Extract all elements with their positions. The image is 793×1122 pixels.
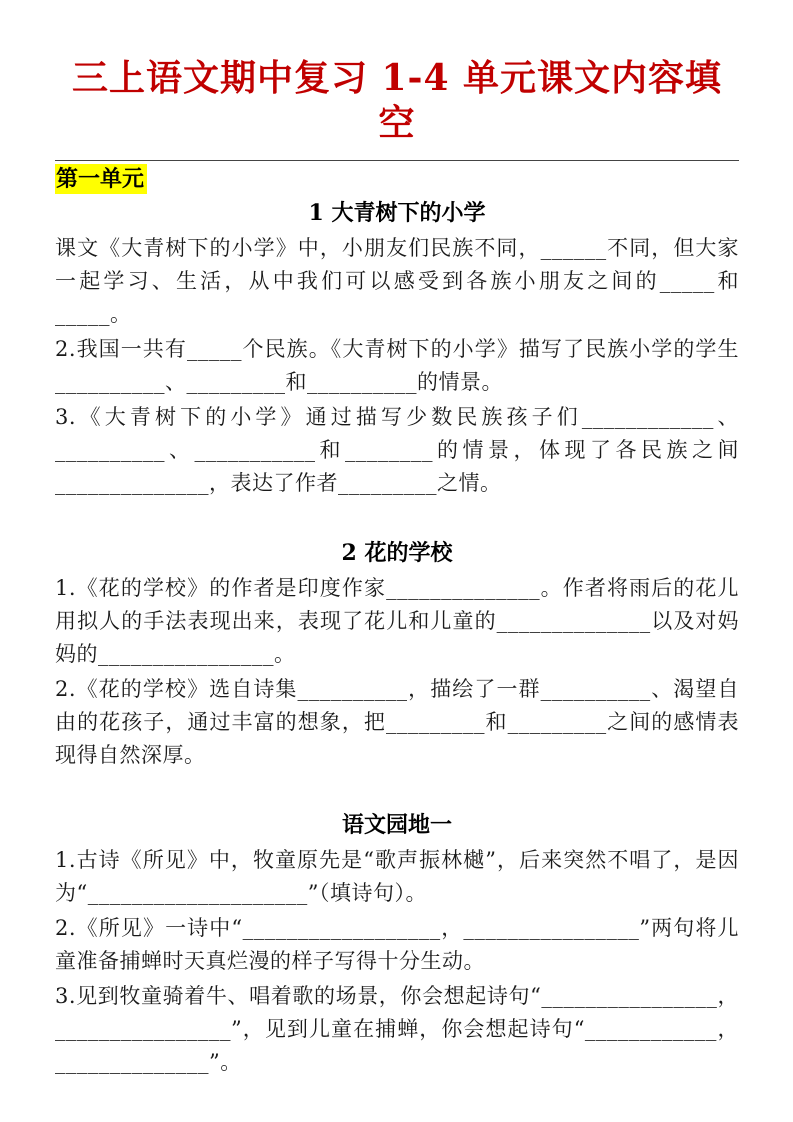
section-heading-garden1: 语文园地一 (341, 812, 452, 838)
unit-heading-label: 第一单元 (55, 164, 147, 194)
question-paragraph: 2.我国一共有_____个民族。《大青树下的小学》描写了民族小学的学生__________、_________和__________的情景。 (55, 337, 739, 394)
question-paragraph: 3.见到牧童骑着牛、唱着歌的场景，你会想起诗句“________________，________________”，见到儿童在捕蝉，你会想起诗句“____________，______________”。 (55, 984, 739, 1074)
section-heading-lesson2: 2 花的学校 (341, 540, 453, 566)
question-paragraph: 课文《大青树下的小学》中，小朋友们民族不同，______不同，但大家一起学习、生活，从中我们可以感受到各族小朋友之间的_____和_____。 (55, 236, 739, 326)
page-title: 三上语文期中复习 1-4 单元课文内容填空 (71, 57, 723, 144)
title-divider (55, 160, 739, 161)
unit-heading (55, 164, 739, 194)
question-paragraph: 1.《花的学校》的作者是印度作家______________。作者将雨后的花儿用拟人的手法表现出来，表现了花儿和儿童的______________以及对妈妈的________________。 (55, 576, 739, 666)
question-paragraph: 2.《花的学校》选自诗集__________，描绘了一群__________、渴望自由的花孩子，通过丰富的想象，把_________和_________之间的感情表现得自然深厚。 (55, 677, 739, 767)
question-paragraph: 1.古诗《所见》中，牧童原先是“歌声振林樾”，后来突然不唱了，是因为“____________________”（填诗句）。 (55, 848, 739, 905)
question-paragraph: 3.《大青树下的小学》通过描写少数民族孩子们____________、__________、___________和________的情景，体现了各民族之间______________，表达了作者_________之情。 (55, 405, 739, 495)
question-paragraph: 2.《所见》一诗中“__________________，________________”两句将儿童准备捕蝉时天真烂漫的样子写得十分生动。 (55, 916, 739, 973)
section-heading-lesson1: 1 大青树下的小学 (308, 200, 486, 226)
